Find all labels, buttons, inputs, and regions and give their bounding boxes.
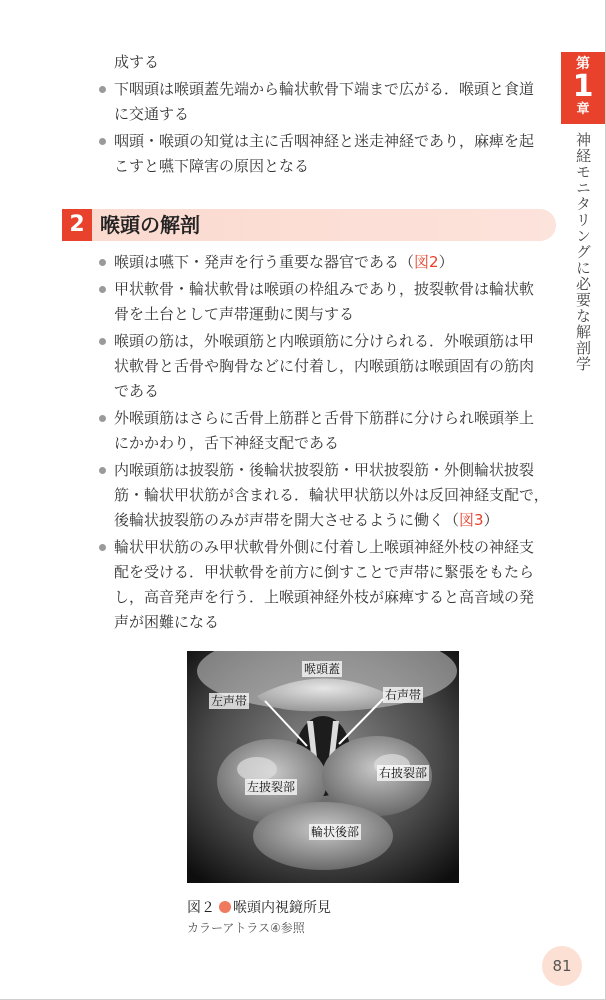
laryngoscopy-image — [187, 651, 459, 883]
list-item — [96, 458, 556, 533]
label-right-arytenoid: 右披裂部 — [379, 766, 428, 780]
section-title: 喉頭の解剖 — [100, 213, 200, 237]
bullet-text: 喉頭は嚥下・発声を行う重要な器官である（ — [114, 253, 415, 271]
list-item — [96, 250, 556, 275]
top-bullet-list — [96, 50, 556, 179]
caption-title: 喉頭内視鏡所見 — [233, 900, 331, 916]
continuation-line: 成する — [114, 53, 160, 71]
label-right-vocal-cord: 右声帯 — [385, 688, 422, 702]
list-item — [96, 535, 556, 635]
bullet-text: 後輪状披裂筋のみが声帯を開大させるように働く（ — [114, 511, 460, 529]
bullet-line: に交通する — [114, 105, 190, 123]
section-number: 2 — [62, 209, 92, 241]
chapter-prefix: 第 — [576, 56, 590, 72]
figure-ref-link[interactable]: 図3 — [459, 511, 484, 529]
chapter-badge — [561, 52, 605, 124]
caption-prefix: 図２ — [187, 900, 215, 916]
bullet-text-end: ） — [483, 511, 499, 529]
bullet-line: 内喉頭筋は披裂筋・後輪状披裂筋・甲状披裂筋・外側輪状披裂 — [114, 461, 535, 479]
bullet-text-end: ） — [438, 253, 454, 271]
chapter-number: 1 — [572, 69, 594, 104]
bullet-line: し，高音発声を行う．上喉頭神経外枝が麻痺すると高音域の発 — [114, 588, 535, 606]
label-left-arytenoid: 左披裂部 — [247, 780, 296, 794]
page-number: 81 — [542, 946, 582, 986]
bullet-line: 咽頭・喉頭の知覚は主に舌咽神経と迷走神経であり，麻痺を起 — [114, 132, 535, 150]
list-item — [96, 277, 556, 327]
list-item — [96, 406, 556, 456]
list-item — [96, 129, 556, 179]
bullet-line: 甲状軟骨・輪状軟骨は喉頭の枠組みであり，披裂軟骨は輪状軟 — [114, 280, 535, 298]
bullet-line: 筋・輪状甲状筋が含まれる．輪状甲状筋以外は反回神経支配で， — [114, 486, 549, 504]
bullet-line: 声が困難になる — [114, 613, 220, 631]
bullet-line: 喉頭の筋は，外喉頭筋と内喉頭筋に分けられる．外喉頭筋は甲 — [114, 332, 535, 350]
chapter-tab — [561, 52, 605, 372]
chapter-title: 神経モニタリングに必要な解剖学 — [574, 132, 592, 372]
section-bullet-list — [96, 250, 556, 635]
bullet-line: 外喉頭筋はさらに舌骨上筋群と舌骨下筋群に分けられ喉頭挙上 — [114, 409, 535, 427]
figure-caption — [187, 898, 331, 918]
caption-dot-icon — [219, 901, 231, 913]
bullet-line: 輪状甲状筋のみ甲状軟骨外側に付着し上喉頭神経外枝の神経支 — [114, 538, 535, 556]
bullet-line: である — [114, 382, 160, 400]
bullet-line: 配を受ける．甲状軟骨を前方に倒すことで声帯に緊張をもたら — [114, 563, 535, 581]
chapter-suffix: 章 — [576, 102, 590, 117]
label-epiglottis: 喉頭蓋 — [304, 662, 341, 676]
caption-sub: カラーアトラス④参照 — [187, 921, 305, 935]
bullet-line: 骨を土台として声帯運動に関与する — [114, 305, 355, 323]
bullet-line: 下咽頭は喉頭蓋先端から輪状軟骨下端まで広がる．喉頭と食道 — [114, 80, 535, 98]
bullet-line: にかかわり，舌下神経支配である — [114, 434, 340, 452]
label-left-vocal-cord: 左声帯 — [211, 694, 248, 708]
figure-ref-link[interactable]: 図2 — [414, 253, 439, 271]
bullet-line: こすと嚥下障害の原因となる — [114, 157, 310, 175]
list-item — [96, 329, 556, 404]
section-heading — [62, 209, 556, 241]
bullet-line: 状軟骨と舌骨や胸骨などに付着し，内喉頭筋は喉頭固有の筋肉 — [114, 357, 535, 375]
list-item — [96, 77, 556, 127]
bullet-line-last — [114, 508, 556, 533]
label-cricoid-posterior: 輪状後部 — [311, 825, 360, 839]
